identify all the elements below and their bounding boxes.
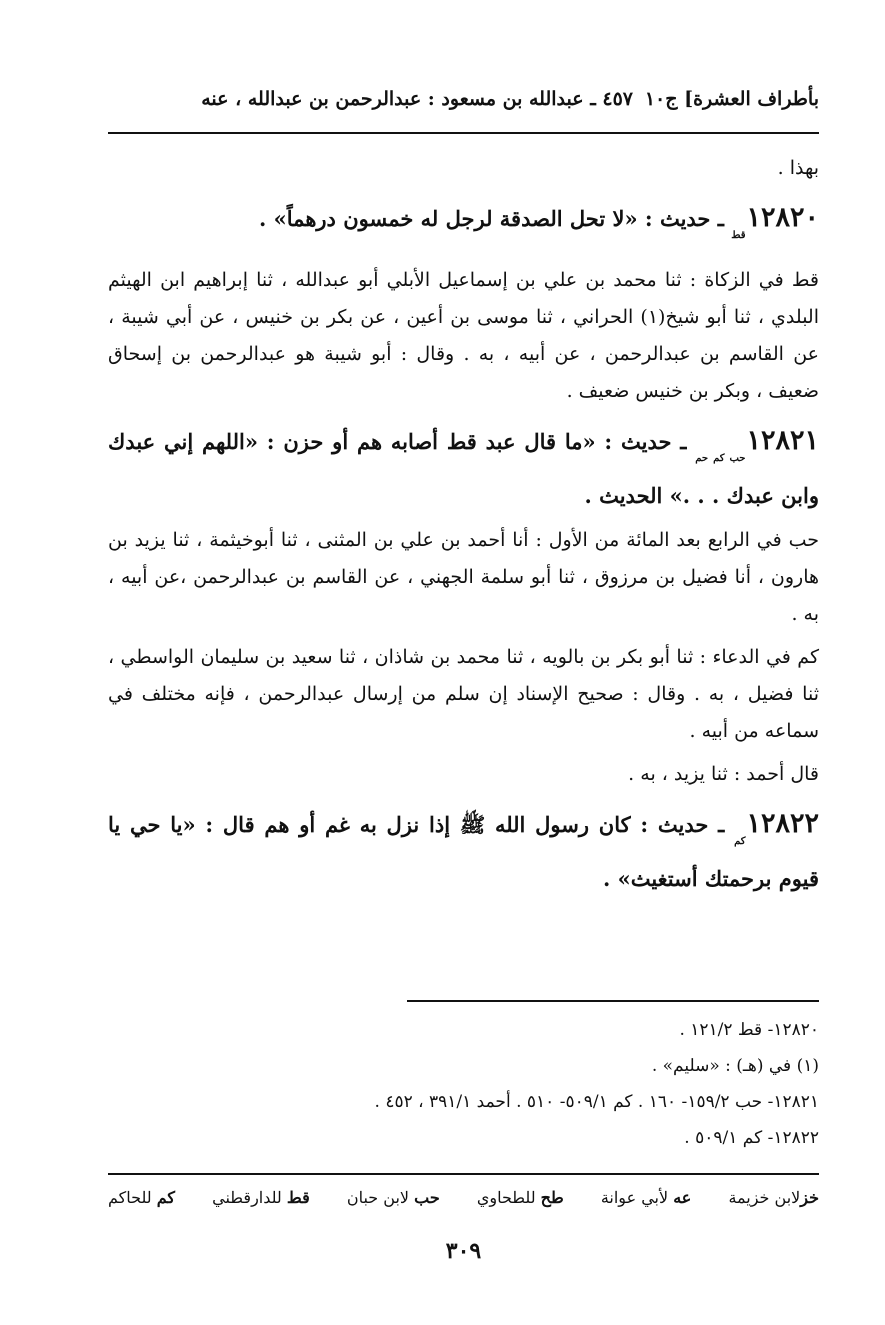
hadith-12820 xyxy=(108,199,819,254)
footnotes xyxy=(108,1012,819,1156)
abbreviation-key xyxy=(108,1188,819,1207)
hadith-text: ـ حديث : «لا تحل الصدقة لرجل له خمسون درهماً» . xyxy=(259,206,732,231)
abbreviation-item: حب لابن حبان xyxy=(346,1188,440,1207)
hadith-12822 xyxy=(108,805,819,897)
footnote-divider xyxy=(407,1000,819,1002)
document-page xyxy=(108,0,819,1325)
running-header xyxy=(108,84,819,120)
hadith-12820-isnad: قط في الزكاة : ثنا محمد بن علي بن إسماعيل الأبلي أبو عبدالله ، ثنا إبراهيم ابن الهيثم البلدي ، ثنا أبو شيخ(١) الحراني ، ثنا موسى بن أعين ، عن بكر بن خنيس ، عن أبي شيبة ، عن القاسم بن عبدالرحمن ، عن أبيه ، به . وقال : أبو شيبة هو عبدالرحمن بن إسحاق ضعيف ، وبكر بن خنيس ضعيف . xyxy=(108,269,819,402)
hadith-number: ١٢٨٢٠ xyxy=(746,202,819,233)
header-divider xyxy=(108,132,819,134)
hadith-number: ١٢٨٢١ xyxy=(746,425,819,456)
abbreviation-item: طح للطحاوي xyxy=(476,1188,564,1207)
hadith-text: ـ حديث : كان رسول الله ﷺ إذا نزل به غم أو هم قال : «يا حي يا قيوم برحمتك أستغيث» . xyxy=(108,812,819,891)
header-section-title: ٤٥٧ ـ عبدالله بن مسعود : عبدالرحمن بن عبدالله ، عنه xyxy=(201,88,633,110)
hadith-source-tag: قط xyxy=(731,230,746,241)
hadith-source-tag: حب كم حم xyxy=(695,453,746,464)
footnote: ١٢٨٢٢- كم ٥٠٩/١ . xyxy=(684,1128,819,1148)
abbreviation-item: خزلابن خزيمة xyxy=(728,1188,819,1207)
footnote: (١) في (هـ) : «سليم» . xyxy=(651,1056,819,1076)
hadith-12821-isnad-hibban: حب في الرابع بعد المائة من الأول : أنا أحمد بن علي بن المثنى ، ثنا أبوخيثمة ، ثنا يزيد بن هارون ، أنا فضيل بن مرزوق ، ثنا أبو سلمة الجهني ، عن القاسم بن عبدالرحمن ،عن أبيه ، به . xyxy=(108,529,819,625)
footer-divider xyxy=(108,1173,819,1175)
hadith-12821-isnad-ahmad: قال أحمد : ثنا يزيد ، به . xyxy=(628,763,819,785)
hadith-12821 xyxy=(108,422,819,514)
continued-text: بهذا . xyxy=(777,157,819,179)
footnote: ١٢٨٢١- حب ١٥٩/٢- ١٦٠ . كم ٥٠٩/١- ٥١٠ . أحمد ٣٩١/١ ، ٤٥٢ . xyxy=(374,1092,819,1112)
abbreviation-item: عه لأبي عوانة xyxy=(600,1188,692,1207)
footnote: ١٢٨٢٠- قط ١٢١/٢ . xyxy=(679,1020,819,1040)
abbreviation-item: كم للحاكم xyxy=(108,1188,176,1207)
header-book-title: بأطراف العشرة] ج١٠ xyxy=(644,88,819,110)
hadith-number: ١٢٨٢٢ xyxy=(746,808,819,839)
hadith-12821-isnad-hakim: كم في الدعاء : ثنا أبو بكر بن بالويه ، ثنا محمد بن شاذان ، ثنا سعيد بن سليمان الواسطي ، ثنا فضيل ، به . وقال : صحيح الإسناد إن سلم من إرسال عبدالرحمن ، فإنه مختلف في سماعه من أبيه . xyxy=(108,646,819,742)
main-text xyxy=(108,150,819,905)
hadith-source-tag: كم xyxy=(734,836,746,847)
page-number: ٣٠٩ xyxy=(445,1238,482,1264)
hadith-text: ـ حديث : «ما قال عبد قط أصابه هم أو حزن : «اللهم إني عبدك وابن عبدك . . .» الحديث . xyxy=(108,429,819,508)
abbreviation-item: قط للدارقطني xyxy=(212,1188,310,1207)
